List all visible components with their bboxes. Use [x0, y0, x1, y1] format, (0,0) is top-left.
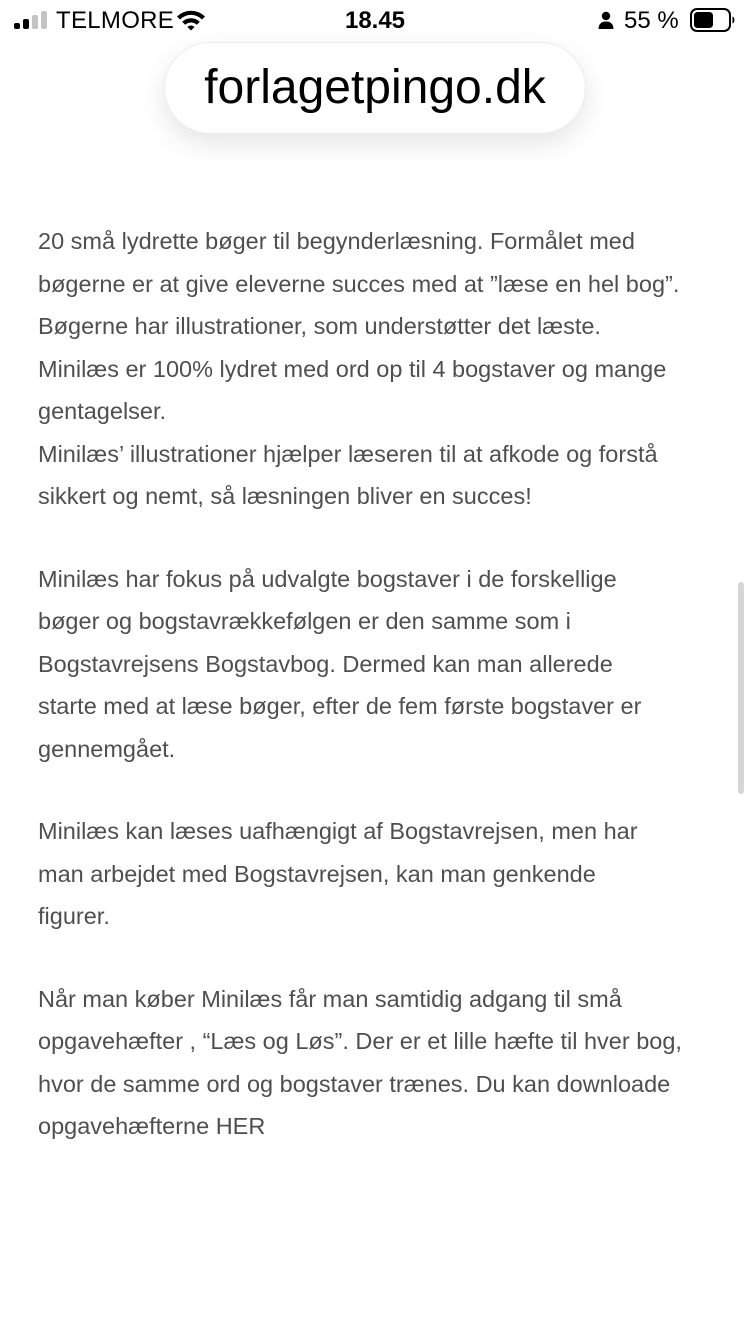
paragraph-independent: [38, 810, 718, 938]
text-line: Bogstavrejsens Bogstavbog. Dermed kan man allerede: [38, 650, 613, 677]
person-icon: [597, 11, 615, 29]
battery-percent: 55 %: [624, 7, 679, 34]
text-line: starte med at læse bøger, efter de fem første bogstaver er: [38, 693, 642, 719]
download-link[interactable]: HER: [215, 1113, 266, 1139]
text-line: figurer.: [38, 903, 110, 929]
text-line: Bøgerne har illustrationer, som understøtter det læste.: [38, 313, 601, 339]
address-bar[interactable]: [164, 42, 586, 134]
text-line: Minilæs har fokus på udvalgte bogstaver i de forskellige: [38, 565, 617, 592]
status-bar: [0, 0, 750, 44]
text-line: sikkert og nemt, så læsningen bliver en succes!: [38, 483, 532, 509]
text-line: Minilæs kan læses uafhængigt af Bogstavrejsen, men har: [38, 818, 638, 844]
text-line: bøger og bogstavrækkefølgen er den samme som i: [38, 608, 571, 634]
scrollbar[interactable]: [738, 582, 744, 794]
article-body: [38, 220, 718, 1188]
text-fragment: opgavehæfterne: [38, 1113, 216, 1139]
paragraph-focus: [38, 558, 718, 771]
text-line: opgavehæfter , “Læs og Løs”. Der er et lille hæfte til hver bog,: [38, 1028, 682, 1054]
battery-icon: [690, 8, 736, 32]
clock: 18.45: [344, 7, 406, 34]
url-text: forlagetpingo.dk: [204, 61, 546, 114]
text-line: Når man køber Minilæs får man samtidig adgang til små: [38, 985, 622, 1012]
paragraph-intro: [38, 220, 718, 518]
carrier-name: TELMORE: [56, 7, 175, 34]
text-line: hvor de samme ord og bogstaver trænes. Du kan downloade: [38, 1070, 671, 1097]
paragraph-workbooks: [38, 978, 718, 1148]
text-line: 20 små lydrette bøger til begynderlæsning. Formålet med: [38, 228, 635, 254]
text-line: [38, 1105, 718, 1148]
text-line: Minilæs’ illustrationer hjælper læseren til at afkode og forstå: [38, 440, 658, 467]
text-line: gentagelser.: [38, 398, 167, 424]
text-line: Minilæs er 100% lydret med ord op til 4 bogstaver og mange: [38, 355, 667, 382]
text-line: gennemgået.: [38, 735, 176, 762]
text-line: bøgerne er at give eleverne succes med at ”læse en hel bog”.: [38, 270, 680, 297]
text-line: man arbejdet med Bogstavrejsen, kan man genkende: [38, 860, 596, 887]
